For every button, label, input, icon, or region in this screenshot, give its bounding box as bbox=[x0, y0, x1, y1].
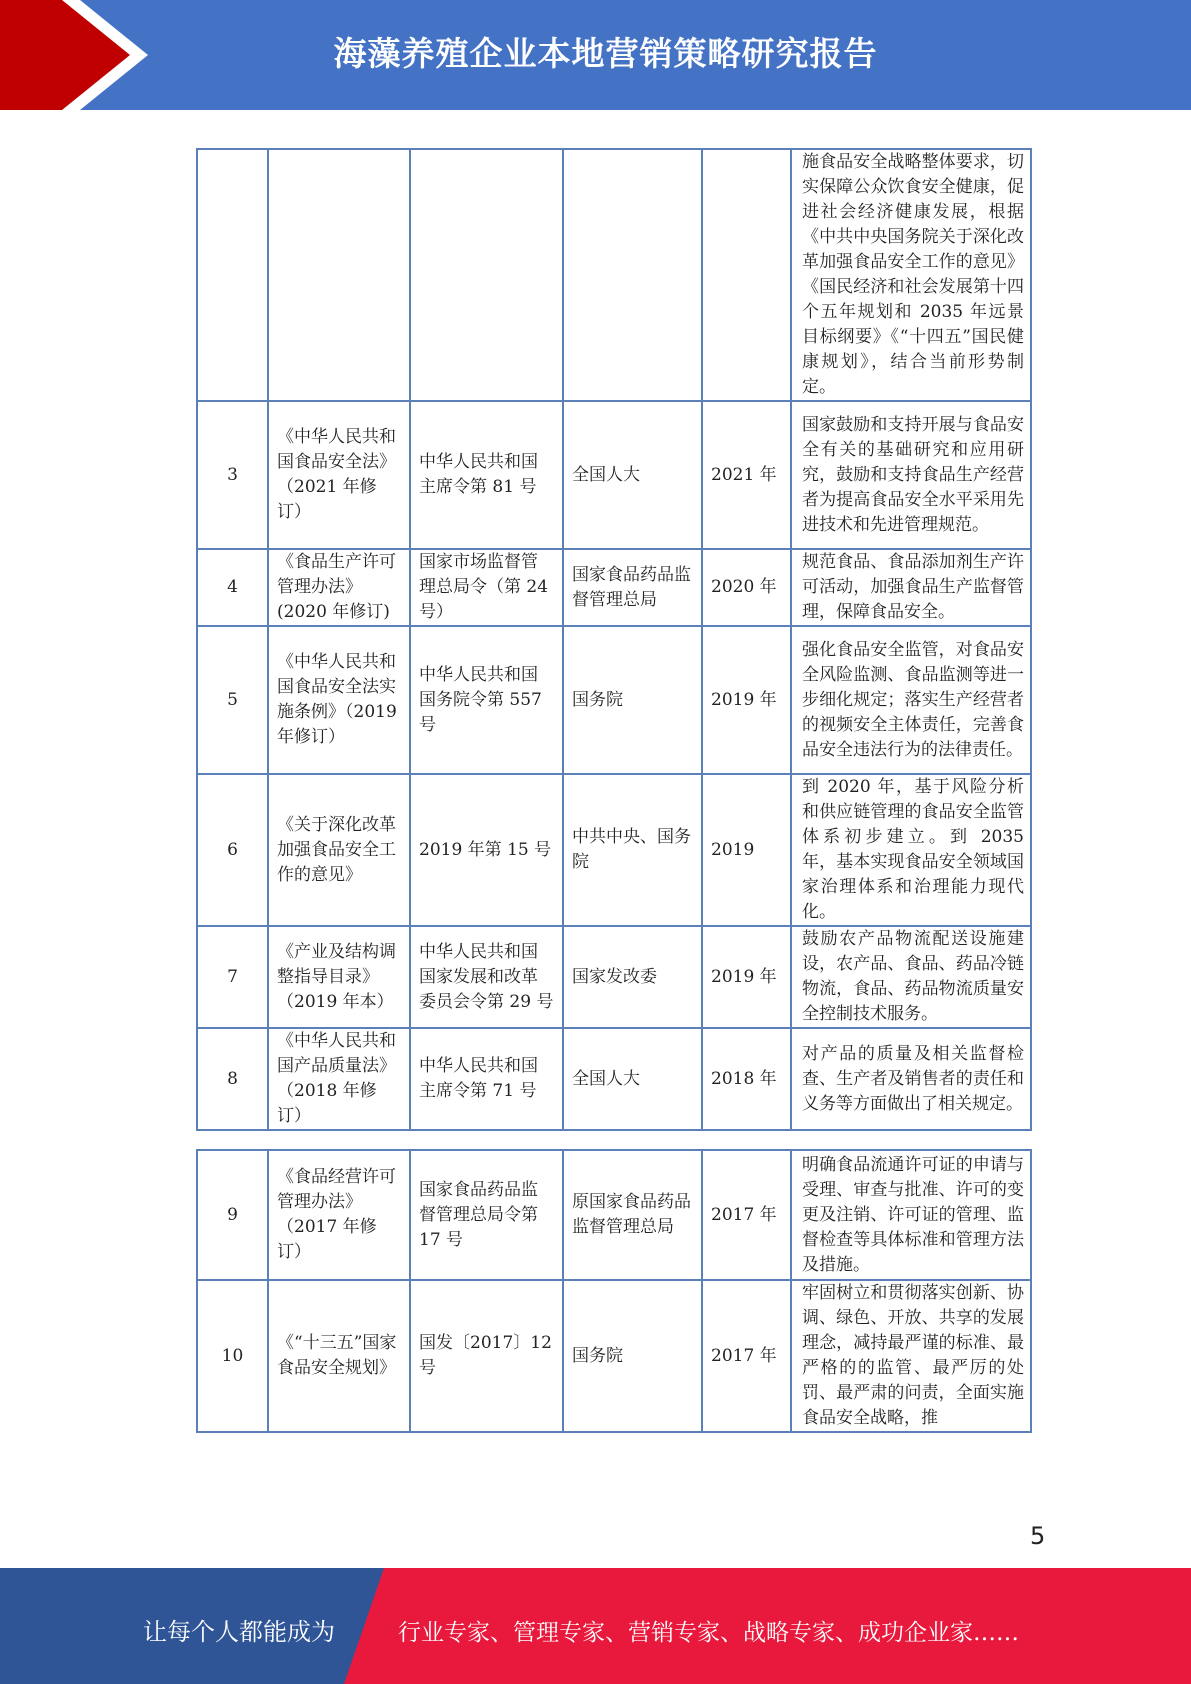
footer-slogan-right: 行业专家、管理专家、营销专家、战略专家、成功企业家…… bbox=[398, 1620, 1019, 1646]
table-row bbox=[197, 549, 1031, 626]
cell-name: 《食品生产许可管理办法》(2020 年修订) bbox=[268, 549, 410, 626]
policy-table-bottom bbox=[196, 1149, 1032, 1433]
table-row bbox=[197, 926, 1031, 1028]
cell-issuer: 国家食品药品监督管理总局 bbox=[563, 549, 702, 626]
cell-doc-number: 2019 年第 15 号 bbox=[410, 774, 563, 926]
cell-name bbox=[268, 149, 410, 401]
cell-doc-number: 中华人民共和国国家发展和改革委员会令第 29 号 bbox=[410, 926, 563, 1028]
table-row bbox=[197, 1280, 1031, 1432]
page-footer bbox=[0, 1568, 1191, 1684]
cell-issuer: 原国家食品药品监督管理总局 bbox=[563, 1150, 702, 1280]
policy-table-top bbox=[196, 148, 1032, 1131]
footer-slogan-left: 让每个人都能成为 bbox=[143, 1618, 335, 1646]
cell-description: 到 2020 年，基于风险分析和供应链管理的食品安全监管体系初步建立。到 2035 年，基本实现食品安全领域国家治理体系和治理能力现代化。 bbox=[791, 774, 1031, 926]
cell-number: 9 bbox=[197, 1150, 268, 1280]
cell-issuer: 国家发改委 bbox=[563, 926, 702, 1028]
cell-year bbox=[702, 149, 791, 401]
cell-year: 2021 年 bbox=[702, 401, 791, 549]
report-title: 海藻养殖企业本地营销策略研究报告 bbox=[333, 34, 878, 73]
cell-year: 2019 bbox=[702, 774, 791, 926]
cell-doc-number bbox=[410, 149, 563, 401]
page-number: 5 bbox=[1030, 1522, 1046, 1550]
cell-year: 2017 年 bbox=[702, 1280, 791, 1432]
cell-name: 《关于深化改革加强食品安全工作的意见》 bbox=[268, 774, 410, 926]
table-row bbox=[197, 149, 1031, 401]
cell-year: 2019 年 bbox=[702, 926, 791, 1028]
cell-number: 5 bbox=[197, 626, 268, 774]
table-row bbox=[197, 626, 1031, 774]
table-row bbox=[197, 1028, 1031, 1130]
cell-issuer: 全国人大 bbox=[563, 401, 702, 549]
cell-doc-number: 国家市场监督管理总局令（第 24 号） bbox=[410, 549, 563, 626]
cell-doc-number: 国发〔2017〕12 号 bbox=[410, 1280, 563, 1432]
cell-year: 2017 年 bbox=[702, 1150, 791, 1280]
cell-description: 国家鼓励和支持开展与食品安全有关的基础研究和应用研究，鼓励和支持食品生产经营者为提高食品安全水平采用先进技术和先进管理规范。 bbox=[791, 401, 1031, 549]
cell-year: 2019 年 bbox=[702, 626, 791, 774]
cell-doc-number: 中华人民共和国主席令第 71 号 bbox=[410, 1028, 563, 1130]
cell-description: 施食品安全战略整体要求，切实保障公众饮食安全健康，促进社会经济健康发展，根据《中共中央国务院关于深化改革加强食品安全工作的意见》《国民经济和社会发展第十四个五年规划和 2035 年远景目标纲要》《“十四五”国民健康规划》，结合当前形势制定。 bbox=[791, 149, 1031, 401]
cell-doc-number: 中华人民共和国主席令第 81 号 bbox=[410, 401, 563, 549]
cell-name: 《中华人民共和国产品质量法》（2018 年修订） bbox=[268, 1028, 410, 1130]
cell-name: 《中华人民共和国食品安全法实施条例》（2019 年修订） bbox=[268, 626, 410, 774]
cell-description: 规范食品、食品添加剂生产许可活动，加强食品生产监督管理，保障食品安全。 bbox=[791, 549, 1031, 626]
cell-number: 8 bbox=[197, 1028, 268, 1130]
cell-description: 明确食品流通许可证的申请与受理、审查与批准、许可的变更及注销、许可证的管理、监督检查等具体标准和管理方法及措施。 bbox=[791, 1150, 1031, 1280]
table-row bbox=[197, 774, 1031, 926]
cell-name: 《食品经营许可管理办法》（2017 年修订） bbox=[268, 1150, 410, 1280]
cell-issuer: 全国人大 bbox=[563, 1028, 702, 1130]
cell-number: 7 bbox=[197, 926, 268, 1028]
cell-year: 2020 年 bbox=[702, 549, 791, 626]
cell-year: 2018 年 bbox=[702, 1028, 791, 1130]
table-row bbox=[197, 1150, 1031, 1280]
cell-description: 强化食品安全监管，对食品安全风险监测、食品监测等进一步细化规定；落实生产经营者的视频安全主体责任，完善食品安全违法行为的法律责任。 bbox=[791, 626, 1031, 774]
cell-name: 《“十三五”国家食品安全规划》 bbox=[268, 1280, 410, 1432]
cell-name: 《产业及结构调整指导目录》（2019 年本） bbox=[268, 926, 410, 1028]
cell-issuer: 国务院 bbox=[563, 1280, 702, 1432]
cell-doc-number: 国家食品药品监督管理总局令第 17 号 bbox=[410, 1150, 563, 1280]
cell-number: 6 bbox=[197, 774, 268, 926]
cell-doc-number: 中华人民共和国国务院令第 557 号 bbox=[410, 626, 563, 774]
cell-description: 牢固树立和贯彻落实创新、协调、绿色、开放、共享的发展理念，减持最严谨的标准、最严格的的监管、最严厉的处罚、最严肃的问责，全面实施食品安全战略，推 bbox=[791, 1280, 1031, 1432]
cell-number: 3 bbox=[197, 401, 268, 549]
cell-issuer bbox=[563, 149, 702, 401]
table-row bbox=[197, 401, 1031, 549]
cell-number: 4 bbox=[197, 549, 268, 626]
page-header bbox=[0, 0, 1191, 110]
cell-issuer: 国务院 bbox=[563, 626, 702, 774]
cell-number: 10 bbox=[197, 1280, 268, 1432]
cell-description: 对产品的质量及相关监督检查、生产者及销售者的责任和义务等方面做出了相关规定。 bbox=[791, 1028, 1031, 1130]
cell-name: 《中华人民共和国食品安全法》（2021 年修订） bbox=[268, 401, 410, 549]
cell-description: 鼓励农产品物流配送设施建设，农产品、食品、药品冷链物流，食品、药品物流质量安全控制技术服务。 bbox=[791, 926, 1031, 1028]
cell-issuer: 中共中央、国务院 bbox=[563, 774, 702, 926]
cell-number bbox=[197, 149, 268, 401]
